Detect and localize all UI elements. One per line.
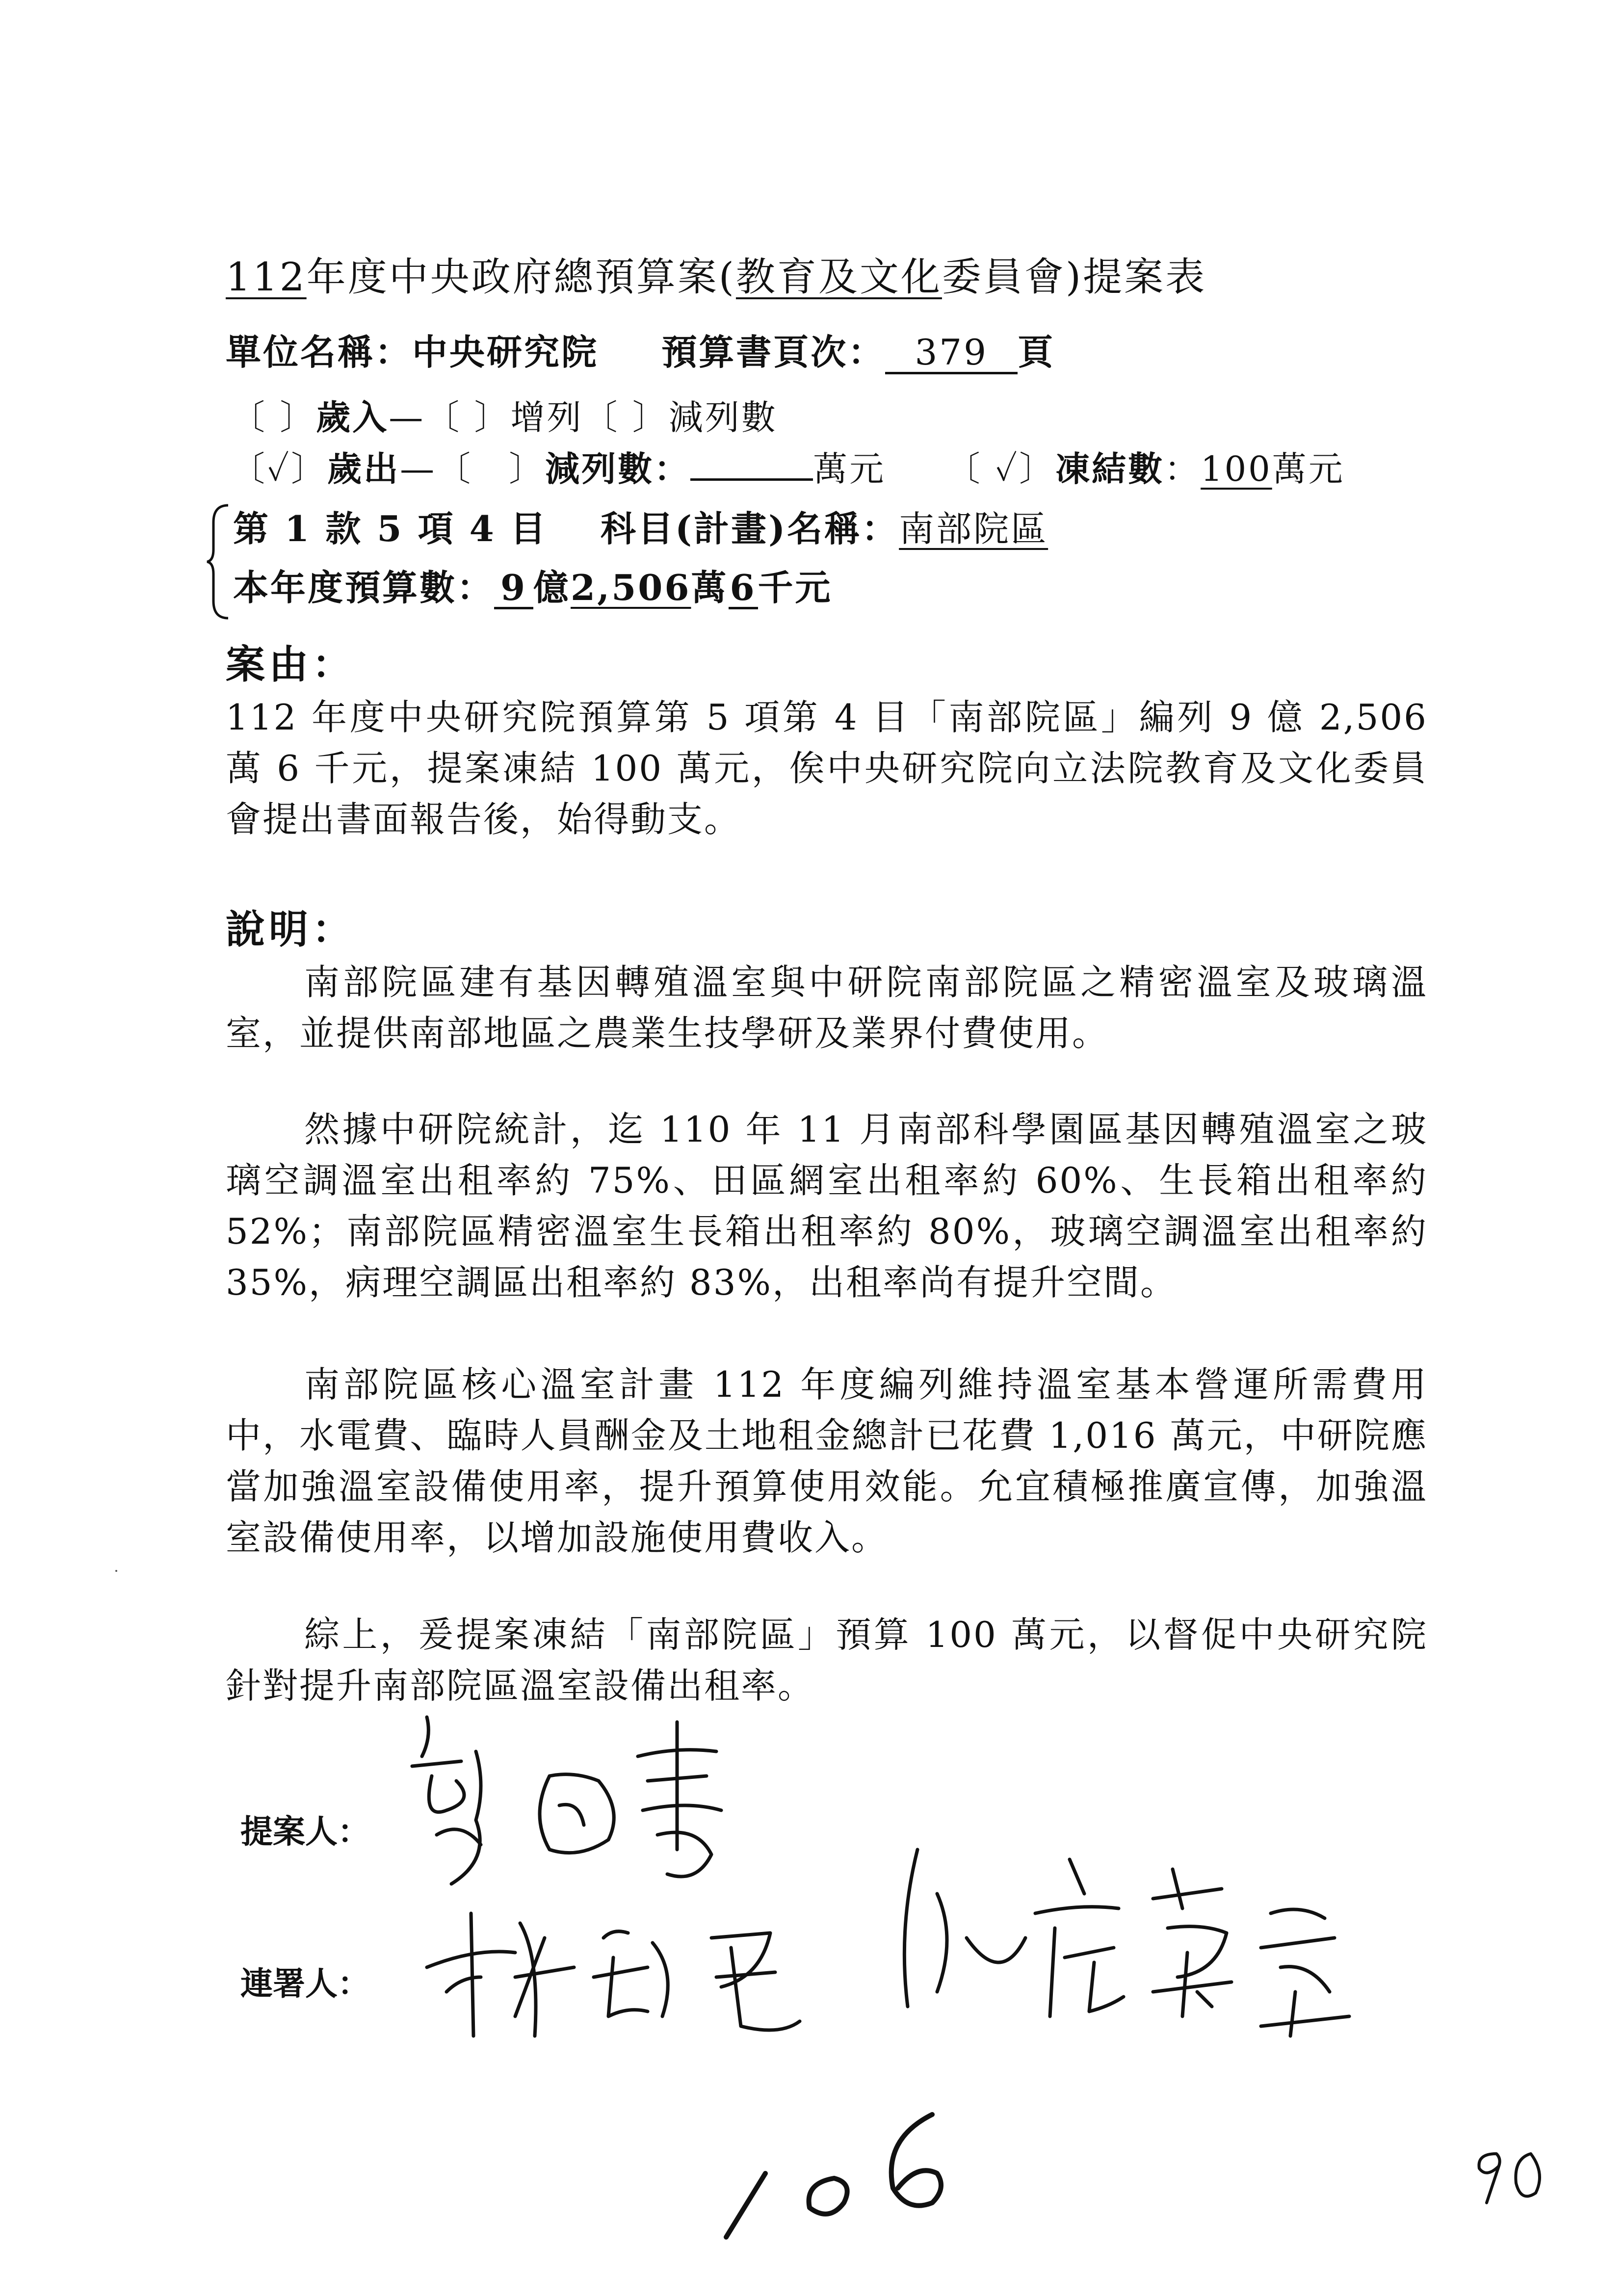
freeze-label: 凍結數 [1055, 448, 1165, 489]
cosigner-signatures [417, 1830, 1423, 2085]
cosigner-label: 連署人： [240, 1964, 370, 2003]
budget-yi-unit: 億 [533, 567, 571, 608]
budget-qian-unit: 千元 [758, 567, 833, 608]
item-line [233, 500, 1048, 551]
item-brace [206, 503, 231, 621]
increase-bracket: 〔 〕 [425, 397, 511, 438]
handwritten-number [711, 2105, 967, 2247]
unit-label: 單位名稱： [226, 331, 413, 373]
budget-label: 本年度預算數： [233, 567, 495, 608]
budget-line [233, 559, 833, 610]
revenue-line [231, 390, 778, 440]
handwritten-page-number [1467, 2144, 1555, 2208]
unit-line [226, 324, 1055, 375]
item-mu: 4 [469, 508, 496, 549]
freeze-bracket: 〔 ✓〕 [945, 449, 1056, 489]
freeze-unit: 萬元 [1272, 449, 1345, 489]
freeze-colon: ： [1164, 449, 1201, 489]
item-text-4: 目 [510, 508, 548, 549]
reduce-label: 減列數： [545, 448, 691, 489]
budget-wan-unit: 萬 [691, 567, 729, 608]
reduce-value [690, 478, 813, 481]
item-text-1: 第 [233, 508, 271, 549]
reason-body: 112 年度中央研究院預算第 5 項第 4 目「南部院區」編列 9 億 2,506 萬 6 千元，提案凍結 100 萬元，俟中央研究院向立法院教育及文化委員會提出書面報告後，始得動支。 [226, 697, 1428, 840]
page-title [226, 245, 1206, 302]
expenditure-line [231, 442, 1345, 491]
title-prefix: 年度中央政府總預算案( [306, 254, 736, 300]
page-suffix: 頁 [1018, 331, 1055, 373]
budget-yi: 9 [494, 568, 533, 609]
item-kuan: 1 [285, 508, 312, 549]
reduce-bracket: 〔 〕 [436, 449, 546, 489]
explanation-paragraph-4: 綜上，爰提案凍結「南部院區」預算 100 萬元，以督促中央研究院針對提升南部院區溫室設備出租率。 [226, 1614, 1428, 1706]
expenditure-check-bracket: 〔✓〕 [231, 449, 328, 489]
item-xiang: 5 [377, 508, 404, 549]
revenue-dash: — [389, 397, 425, 438]
page-label: 預算書頁次： [661, 331, 886, 373]
explanation-paragraph-2: 然據中研院統計，迄 110 年 11 月南部科學園區基因轉殖溫室之玻璃空調溫室出租率約 75%、田區網室出租率約 60%、生長箱出租率約 52%；南部院區精密溫室生長箱出租率約 80%，玻璃空調溫室出租率約 35%，病理空調區出租率約 83%，出租率尚有提升空間。 [226, 1109, 1428, 1303]
proposer-label: 提案人： [240, 1812, 370, 1851]
unit-value: 中央研究院 [412, 331, 599, 373]
reason-heading: 案由： [226, 641, 355, 687]
increase-label: 增列 [510, 397, 583, 438]
title-committee: 教育及文化 [735, 254, 942, 300]
item-text-2: 款 [325, 508, 363, 549]
decrease-bracket: 〔 〕 [583, 397, 669, 438]
decrease-label: 減列數 [668, 397, 778, 438]
expenditure-label: 歲出 [327, 448, 400, 489]
reduce-unit: 萬元 [813, 449, 886, 489]
title-year: 112 [226, 254, 307, 300]
subject-value: 南部院區 [899, 508, 1048, 549]
revenue-label: 歲入 [316, 397, 389, 438]
explanation-paragraph-3: 南部院區核心溫室計畫 112 年度編列維持溫室基本營運所需費用中，水電費、臨時人員酬金及土地租金總計已花費 1,016 萬元，中研院應當加強溫室設備使用率，提升預算使用效能。允宜積極推廣宣傳，加強溫室設備使用率，以增加設施使用費收入。 [226, 1364, 1428, 1558]
page-value: 379 [885, 333, 1018, 374]
scan-dot [115, 1570, 117, 1572]
explanation-paragraph-1: 南部院區建有基因轉殖溫室與中研院南部院區之精密溫室及玻璃溫室，並提供南部地區之農業生技學研及業界付費使用。 [226, 962, 1428, 1054]
explanation-heading: 說明： [226, 906, 355, 952]
item-text-3: 項 [418, 508, 455, 549]
revenue-bracket: 〔 〕 [231, 397, 316, 438]
title-suffix: 委員會)提案表 [942, 254, 1207, 300]
expenditure-dash: — [400, 449, 437, 489]
budget-qian: 6 [729, 568, 758, 609]
budget-wan: 2,506 [571, 567, 691, 608]
freeze-value: 100 [1201, 449, 1272, 489]
subject-label: 科目(計畫)名稱： [601, 508, 899, 549]
